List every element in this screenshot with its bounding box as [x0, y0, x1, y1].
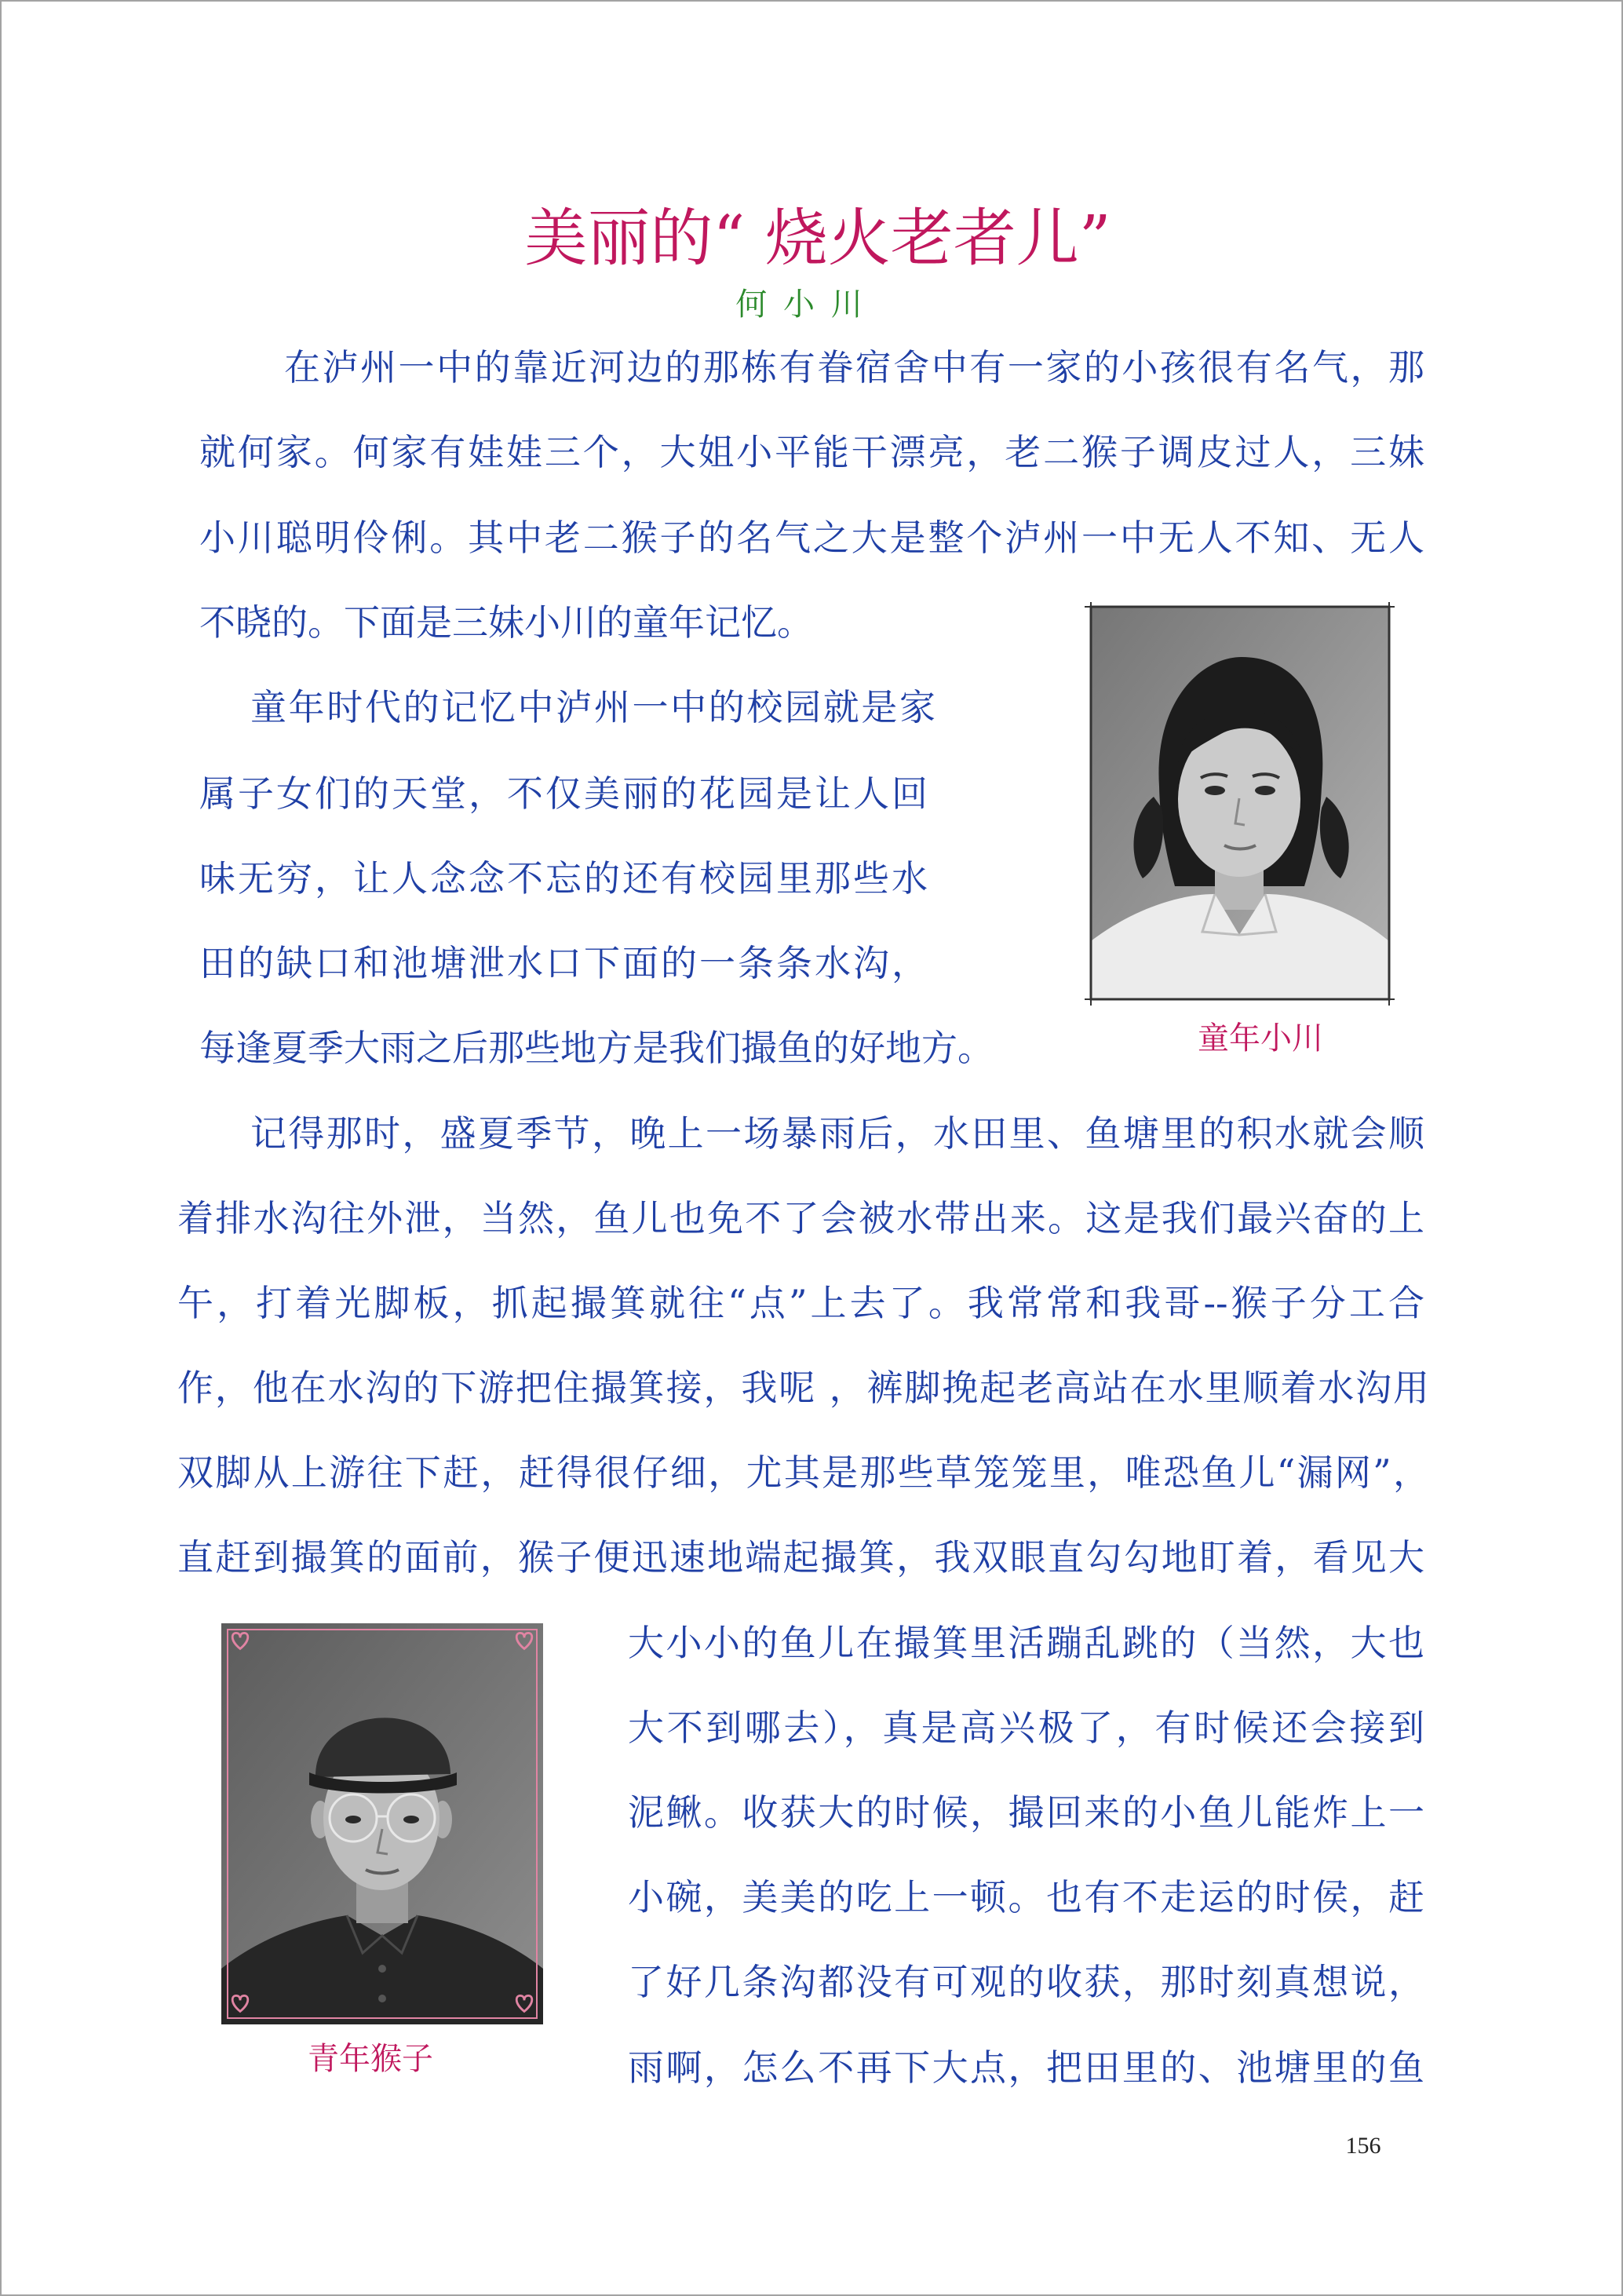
article-title: 美丽的“ 烧火老者儿” — [524, 202, 1111, 275]
text-line: 了好几条沟都没有可观的收获，那时刻真想说， — [628, 1961, 1424, 2003]
photo-childhood-xiaochuan — [1085, 602, 1395, 1006]
text-line: 记得那时，盛夏季节，晚上一场暴雨后，水田里、鱼塘里的积水就会顺 — [250, 1112, 1424, 1155]
text-line: 双脚从上游往下赶，赶得很仔细，尤其是那些草笼笼里，唯恐鱼儿“漏网”， — [177, 1451, 1429, 1494]
portrait-girl-image — [1085, 602, 1395, 1006]
text-line: 每逢夏季大雨之后那些地方是我们撮鱼的好地方。 — [199, 1027, 994, 1069]
text-line: 直赶到撮箕的面前，猴子便迅速地端起撮箕，我双眼直勾勾地盯着，看见大 — [177, 1536, 1424, 1579]
text-line: 大不到哪去），真是高兴极了，有时候还会接到 — [628, 1706, 1424, 1749]
text-line: 属子女们的天堂，不仅美丽的花园是让人回 — [199, 772, 928, 815]
text-line: 小碗，美美的吃上一顿。也有不走运的时侯，赶 — [628, 1876, 1424, 1918]
text-line: 雨啊，怎么不再下大点，把田里的、池塘里的鱼 — [628, 2046, 1424, 2089]
text-line: 着排水沟往外泄，当然，鱼儿也免不了会被水带出来。这是我们最兴奋的上 — [177, 1197, 1424, 1239]
text-line: 午，打着光脚板，抓起撮箕就往“点”上去了。我常常和我哥--猴子分工合 — [177, 1282, 1424, 1324]
portrait-young-man-image — [221, 1623, 543, 2024]
text-line: 作，他在水沟的下游把住撮箕接，我呢 ，裤脚挽起老高站在水里顺着水沟用 — [177, 1367, 1429, 1409]
page-number: 156 — [1345, 2133, 1381, 2159]
text-line: 田的缺口和池塘泄水口下面的一条条水沟， — [199, 942, 928, 984]
photo-caption: 童年小川 — [1198, 1020, 1323, 1057]
photo-youth-houzi — [221, 1623, 543, 2024]
article-author: 何 小 川 — [735, 287, 866, 323]
text-line: 不晓的。下面是三妹小川的童年记忆。 — [199, 601, 813, 644]
text-line: 泥鳅。收获大的时候，撮回来的小鱼儿能炸上一 — [628, 1791, 1424, 1834]
photo-caption: 青年猴子 — [308, 2041, 433, 2077]
text-line: 就何家。何家有娃娃三个，大姐小平能干漂亮，老二猴子调皮过人，三妹 — [199, 431, 1424, 473]
text-line: 在泸州一中的靠近河边的那栋有眷宿舍中有一家的小孩很有名气，那 — [284, 346, 1424, 389]
text-line: 大小小的鱼儿在撮箕里活蹦乱跳的（当然，大也 — [628, 1622, 1424, 1664]
text-line: 小川聪明伶俐。其中老二猴子的名气之大是整个泸州一中无人不知、无人 — [199, 517, 1424, 559]
text-line: 味无穷，让人念念不忘的还有校园里那些水 — [199, 857, 928, 900]
text-line: 童年时代的记忆中泸州一中的校园就是家 — [250, 686, 936, 728]
